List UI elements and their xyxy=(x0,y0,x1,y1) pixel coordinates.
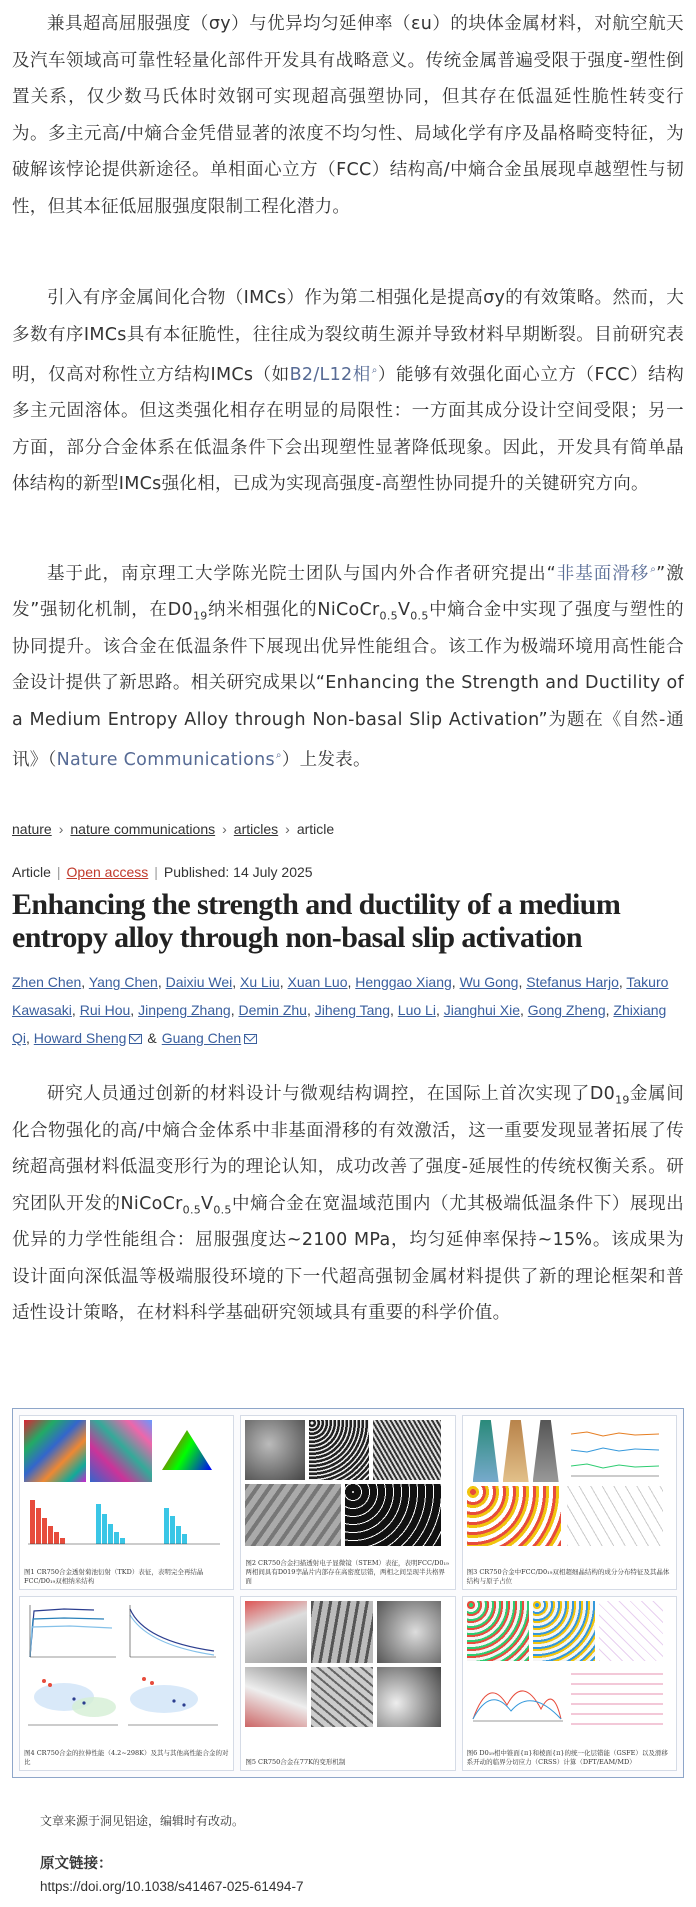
search-icon[interactable]: ⌕ xyxy=(371,365,378,376)
paper-title: Enhancing the strength and ductility of a medium entropy alloy through non-basal slip activation xyxy=(12,888,621,954)
article-meta xyxy=(12,862,684,882)
paragraph-2-text-b: ）能够有效强化面心立方（FCC）结构多主元固溶体。但这类强化相存在明显的局限性：一方面其成分设计空间受限；另一方面，部分合金体系在低温条件下会出现塑性显著降低现象。因此，开发具有简单晶体结构的新型IMCs强化相，已成为实现高强度-高塑性协同提升的关键研究方向。 xyxy=(12,364,685,495)
md-simulation-image xyxy=(533,1601,595,1661)
paragraph-4-text-b: 金属间化合物强化的高/中熵合金体系中非基面滑移的有效激活，这一重要发现显著拓展了传统超高强材料低温变形行为的理论认知，成功改善了强度-延展性的传统权衡关系。研究团队开发的NiCoCr xyxy=(12,1084,684,1214)
grain-size-histogram xyxy=(24,1488,224,1548)
author-link[interactable]: Rui Hou xyxy=(79,1002,131,1018)
author-comma: , xyxy=(518,974,527,990)
author-comma: , xyxy=(435,1002,444,1018)
author-comma: , xyxy=(71,1002,80,1018)
breadcrumb-nature[interactable]: nature xyxy=(12,821,52,837)
author-link[interactable]: Wu Gong xyxy=(459,974,519,990)
author-link[interactable]: Demin Zhu xyxy=(238,1002,307,1018)
deformation-tem-image xyxy=(311,1667,373,1727)
tem-image xyxy=(245,1420,305,1480)
author-link[interactable]: Jianghui Xie xyxy=(443,1002,520,1018)
stem-atomic-image xyxy=(309,1420,369,1480)
paragraph-4 xyxy=(12,1076,684,1332)
author-link[interactable]: Jiheng Tang xyxy=(314,1002,390,1018)
author-comma: , xyxy=(26,1030,34,1046)
paragraph-3-text-e: 中熵合金中实现了强度与塑性的协同提升。该合金在低温条件下展现出优异性能组合。该工作为极端环境用高性能合金设计提供了新思路。相关研究成果以“Enhancing the Strength and Ductility of a Medium Entropy Alloy through Non-basal Slip Activation”为题在《自然-通讯》（ xyxy=(12,600,684,771)
author-link[interactable]: Xuan Luo xyxy=(287,974,348,990)
deformation-tem-image xyxy=(377,1601,441,1663)
atom-probe-tip-image xyxy=(503,1420,529,1482)
crystal-structure-image xyxy=(599,1601,663,1661)
breadcrumb-nature-communications[interactable]: nature communications xyxy=(70,821,216,837)
author-list xyxy=(12,968,684,1052)
link-b2-l12[interactable]: B2/L12相 xyxy=(289,364,371,385)
author-comma: , xyxy=(81,974,89,990)
breadcrumb-articles[interactable]: articles xyxy=(233,821,279,837)
ipf-legend-image xyxy=(162,1430,212,1470)
author-comma: , xyxy=(618,974,627,990)
author-link[interactable]: Takuro Kawasaki xyxy=(12,974,669,1018)
open-access-link[interactable]: Open access xyxy=(66,864,149,880)
paragraph-3-text-f: ）上发表。 xyxy=(281,750,371,771)
author-comma: , xyxy=(157,974,166,990)
original-link-url[interactable]: https://doi.org/10.1038/s41467-025-61494-7 xyxy=(40,1879,304,1894)
subscript: 19 xyxy=(192,609,208,623)
figure-caption-1: 图1 CR750合金透射菊池衍射（TKD）表征，表明完全再结晶FCC/D0₁₉双相纳米结构 xyxy=(24,1568,204,1585)
figure-composite xyxy=(12,1408,684,1778)
composition-profile-plot xyxy=(567,1422,663,1480)
author-link[interactable]: Jinpeng Zhang xyxy=(138,1002,231,1018)
mail-icon[interactable] xyxy=(244,1034,257,1044)
author-comma: , xyxy=(390,1002,398,1018)
crystal-structure-image xyxy=(467,1486,561,1546)
paragraph-3-text-a: 基于此，南京理工大学陈光院士团队与国内外合作者研究提出“ xyxy=(47,563,556,584)
subscript: 0.5 xyxy=(182,1203,202,1216)
divider: | xyxy=(56,864,61,880)
author-comma: , xyxy=(451,974,460,990)
stress-strain-plot xyxy=(24,1601,120,1663)
author-link[interactable]: Howard Sheng xyxy=(33,1030,127,1046)
stem-atomic-image xyxy=(373,1420,441,1480)
paper-header-screenshot xyxy=(12,818,684,1056)
atom-probe-tip-image xyxy=(473,1420,499,1482)
author-link[interactable]: Xu Liu xyxy=(240,974,280,990)
paragraph-2 xyxy=(12,280,684,503)
author-comma: , xyxy=(347,974,356,990)
published-date: Published: 14 July 2025 xyxy=(163,864,313,880)
paragraph-1 xyxy=(12,6,684,225)
breadcrumb-article: article xyxy=(296,821,335,837)
author-link[interactable]: Henggao Xiang xyxy=(355,974,452,990)
phase-map-image xyxy=(90,1420,152,1482)
subscript: 0.5 xyxy=(213,1203,232,1216)
md-simulation-image xyxy=(467,1601,529,1661)
gsfe-plot xyxy=(467,1665,567,1727)
mail-icon[interactable] xyxy=(129,1034,142,1044)
author-separator: & xyxy=(147,1030,157,1046)
strain-hardening-plot xyxy=(124,1601,220,1663)
figure-caption-5: 图5 CR750合金在77K的变形机制 xyxy=(245,1758,346,1766)
author-comma: , xyxy=(130,1002,139,1018)
author-comma: , xyxy=(232,974,241,990)
figure-caption-6: 图6 D0₁₉相中锥面{π}和棱面{π}的统一化层错能（GSFE）以及滑移系开动的临界分切应力（CRSS）计算（DFT/EAM/MD） xyxy=(466,1749,668,1766)
diffraction-pattern-image xyxy=(345,1484,441,1546)
lattice-model-image xyxy=(567,1486,663,1546)
author-link[interactable]: Stefanus Harjo xyxy=(526,974,619,990)
author-comma: , xyxy=(306,1002,315,1018)
paragraph-2-text-a: 引入有序金属间化合物（IMCs）作为第二相强化是提高σy的有效策略。然而，大多数有序IMCs具有本征脆性，往往成为裂纹萌生源并导致材料早期断裂。目前研究表明，仅高对称性立方结构IMCs（如 xyxy=(12,288,684,385)
paragraph-4-text-a: 研究人员通过创新的材料设计与微观结构调控，在国际上首次实现了D0 xyxy=(47,1084,616,1104)
crss-diagram-image xyxy=(571,1667,663,1725)
source-note: 文章来源于洞见铝途，编辑时有改动。 xyxy=(40,1814,245,1828)
author-link[interactable]: Guang Chen xyxy=(161,1030,242,1046)
author-link[interactable]: Yang Chen xyxy=(88,974,158,990)
deformation-tem-image xyxy=(245,1667,307,1727)
subscript: 19 xyxy=(615,1093,630,1107)
search-icon[interactable]: ⌕ xyxy=(650,564,657,575)
divider: | xyxy=(154,864,158,880)
figure-panel-3 xyxy=(462,1415,677,1590)
paragraph-3-text-b: ”激发”强韧化机制，在D0 xyxy=(12,563,685,621)
figure-panel-5 xyxy=(240,1596,455,1771)
original-link-label: 原文链接： xyxy=(40,1856,113,1872)
author-link[interactable]: Zhen Chen xyxy=(12,974,82,990)
figure-panel-6 xyxy=(462,1596,677,1771)
author-comma: , xyxy=(279,974,288,990)
subscript: 0.5 xyxy=(410,609,429,623)
deformation-tem-image xyxy=(377,1667,441,1727)
figure-panel-2 xyxy=(240,1415,455,1590)
ashby-comparison-plot xyxy=(24,1667,220,1729)
figure-caption-3: 图3 CR750合金中FCC/D0₁₉双相超细晶结构的成分分布特征及其晶体结构与原子占位 xyxy=(466,1568,670,1585)
search-icon[interactable]: ⌕ xyxy=(275,750,282,762)
paragraph-3 xyxy=(12,552,684,779)
article-type: Article xyxy=(12,864,51,880)
paragraph-3-text-d: V xyxy=(397,600,411,621)
author-link[interactable]: Daixiu Wei xyxy=(165,974,233,990)
atom-probe-tip-image xyxy=(533,1420,559,1482)
chevron-right-icon: › xyxy=(285,821,290,837)
figure-caption-2: 图2 CR750合金扫描透射电子显微镜（STEM）表征，表明FCC/D0₁₉两相间具有D019孪晶片内部存在高密度层错，两相之间呈现半共格界面 xyxy=(245,1559,449,1585)
deformation-tem-image xyxy=(311,1601,373,1663)
author-link[interactable]: Zhixiang Qi xyxy=(12,1002,667,1046)
deformation-tem-image xyxy=(245,1601,307,1663)
paragraph-1-text: 兼具超高屈服强度（σy）与优异均匀延伸率（εu）的块体金属材料，对航空航天及汽车领域高可靠性轻量化部件开发具有战略意义。传统金属普遍受限于强度-塑性倒置关系，仅少数马氏体时效钢可实现超高强塑协同，但其存在低温延性脆性转变行为。多主元高/中熵合金凭借显著的浓度不均匀性、局域化学有序及晶格畸变特征，为破解该悖论提供新途径。单相面心立方（FCC）结构高/中熵合金虽展现卓越塑性与韧性，但其本征低屈服强度限制工程化潜力。 xyxy=(12,14,684,217)
figure-panel-1 xyxy=(19,1415,234,1590)
author-link[interactable]: Gong Zheng xyxy=(527,1002,606,1018)
paragraph-4-text-c: V xyxy=(201,1193,214,1214)
paragraph-3-text-c: 纳米相强化的NiCoCr xyxy=(207,600,380,621)
figure-panel-4 xyxy=(19,1596,234,1771)
link-nature-communications[interactable]: Nature Communications xyxy=(56,750,275,771)
breadcrumb xyxy=(12,818,684,840)
chevron-right-icon: › xyxy=(222,821,227,837)
link-non-basal-slip[interactable]: 非基面滑移 xyxy=(556,563,650,584)
tem-lamella-image xyxy=(245,1484,341,1546)
figure-caption-4: 图4 CR750合金的拉伸性能（4.2~298K）及其与其他高性能合金的对比 xyxy=(24,1749,229,1766)
ebsd-map-image xyxy=(24,1420,86,1482)
paragraph-4-text-d: 中熵合金在宽温域范围内（尤其极端低温条件下）展现出优异的力学性能组合：屈服强度达~2100 MPa，均匀延伸率保持~15%。该成果为设计面向深低温等极端服役环境的下一代超高强韧金属材料提供了新的理论框架和普适性设计策略，在材料科学基础研究领域具有重要的科学价值。 xyxy=(12,1193,684,1323)
author-link[interactable]: Luo Li xyxy=(397,1002,436,1018)
author-comma: , xyxy=(230,1002,239,1018)
subscript: 0.5 xyxy=(379,609,398,623)
author-comma: , xyxy=(605,1002,614,1018)
author-comma: , xyxy=(520,1002,528,1018)
chevron-right-icon: › xyxy=(58,821,64,837)
